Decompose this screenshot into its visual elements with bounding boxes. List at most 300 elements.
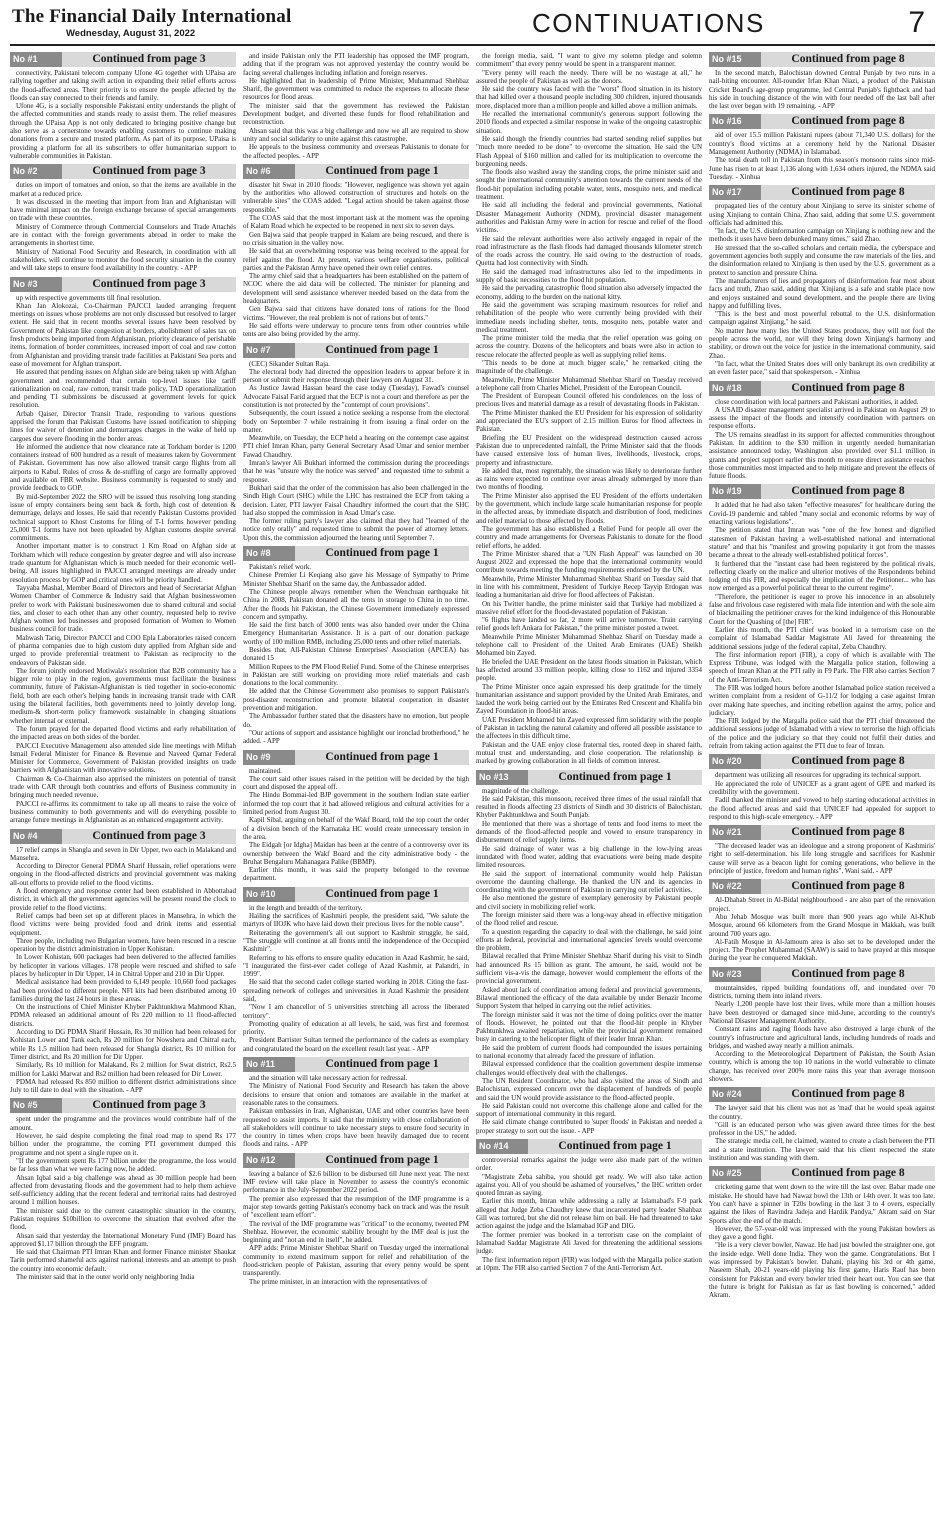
continuation-label: Continued from page 8 bbox=[761, 52, 935, 67]
continuation-number: No #8 bbox=[243, 546, 295, 561]
paragraph: The FIR lodged by the Margalla police said that the PTI chief threatened the additional sessions judge of Islamabad with a view to terrorise the high officials of the police and the judiciary so that they could not fulfil their duties and refrain from taking action against the PTI due to fear of Imran. bbox=[709, 717, 935, 751]
paragraph: "This needs to be done at much bigger scale," he remarked citing the magnitude of the challenge. bbox=[476, 358, 702, 376]
article-body bbox=[709, 771, 935, 821]
paragraph: The total death toll in Pakistan from this season's monsoon rains since mid-June has risen to at least 1,136 along with 1,634 others injured, the NDMA said Tuesday. - Xinhua bbox=[709, 156, 935, 181]
continuation-number: No #7 bbox=[243, 343, 295, 358]
continuation-number: No #18 bbox=[709, 381, 761, 396]
block-header bbox=[709, 1166, 935, 1181]
continuation-label: Continued from page 8 bbox=[761, 381, 935, 396]
paragraph: connectivity, Pakistani telecom company Ufone 4G together with UPaisa are rallying together and taking swift action in expanding their relief efforts across the flood-affected areas. Their priority is to ensure the people affected by the floods can stay connected to their friends and family. bbox=[10, 69, 236, 102]
continuation-label: Continued from page 3 bbox=[62, 829, 236, 844]
paragraph: To a question regarding the capacity to deal with the challenge, he said joint efforts at federal, provincial and international agencies' levels would overcome the problem. bbox=[476, 927, 702, 953]
paragraph: propagated lies of the century about Xinjiang to serve its sinister scheme of using Xinjiang to contain China, Zhao said, adding that some U.S. government officials had admitted this. bbox=[709, 202, 935, 227]
article-body bbox=[243, 563, 469, 746]
continuation-number: No #24 bbox=[709, 1087, 761, 1102]
paragraph: The President of European Council offered his condolences on the loss of precious lives and material damage as a result of devastating floods in Pakistan. bbox=[476, 392, 702, 409]
paragraph: duties on import of tomatoes and onion, so that the items are available in the market at a reduced price. bbox=[10, 181, 236, 198]
continuation-block bbox=[243, 343, 469, 543]
paragraph: Ahsan Iqbal said a big challenge was ahead as 30 million people had been affected from devastating floods and the government had to help them achieve self-sufficiency adding that the recent federal and territorial rains had destroyed around 1 million houses. bbox=[10, 1173, 236, 1207]
continuation-block bbox=[243, 546, 469, 746]
continuation-block bbox=[709, 754, 935, 821]
paragraph: (CEC) Sikander Sultan Raja. bbox=[249, 359, 330, 368]
paragraph: He assured that pending issues on Afghan side are being taken up with Afghan government and recommended that certain top-level issues like tariff rationalization on coal, raw cotton, transit trade policy, TAD operationalization and pending T1 submissions be discussed at government levels for quick resolution. bbox=[10, 368, 236, 410]
paragraph: "The deceased leader was an ideologue and a strong proponent of Kashmiris' right to self-determination. his life long struggle and sacrifices for Kashmir cause will serve as a beacon light for coming generations, who believe in the principle of justice, freedom and human rights", Wani said. - APP bbox=[709, 842, 935, 876]
paragraph: The electoral body had directed the opposition leaders to appear before it in person or submit their response through their lawyers on August 31. bbox=[243, 367, 469, 385]
continuation-label: Continued from page 8 bbox=[761, 1166, 935, 1181]
paragraph: and inside Pakistan only the PTI leadership has opposed the IMF program, adding that if the program was not approved yesterday the country would be facing several challenges including inflation and foreign reserves. bbox=[243, 52, 469, 77]
article-body bbox=[476, 52, 702, 766]
paragraph: He said the pervading catastrophic flood situation also adversely impacted the economy, adding to the burden on the national kitty. bbox=[476, 284, 702, 301]
continuation-block bbox=[476, 1139, 702, 1272]
paragraph: The premier also expressed that the resumption of the IMF programme is a major step towards getting Pakistan's economy back on track and was the result of "excellent team effort". bbox=[243, 1194, 469, 1220]
paragraph: The first information report (FIR) was lodged with the Margalla police station at 10pm. The FIR also carried Section 7 of the Anti-Terrorism Act. bbox=[476, 1255, 702, 1272]
paragraph: The petition stated that Imran was "one of the few honest and dignified statesmen of Pakistan having a well-established national and international stature" and that his "manifest and growing popularity it got from the masses became a threat to the already well-established political forces". bbox=[709, 526, 935, 560]
continuation-label: Continued from page 8 bbox=[761, 1087, 935, 1102]
paragraph: He said the country was faced with the "worst" flood situation in its history that had killed over a thousand people including 300 children, injured thousands more, displaced more than a million people and killed above a million animals. bbox=[476, 85, 702, 110]
paragraph: Bilawal recalled that Prime Minister Shehbaz Sharif during his visit to Sindh had announced Rs 15 billion as grant. The amount, he said, would not be sufficient vis-a-vis the damage, however would complement the efforts of the provincial government. bbox=[476, 952, 702, 986]
continuation-block bbox=[476, 52, 702, 766]
article-body bbox=[709, 842, 935, 875]
paragraph: Meanwhile Prime Minister Muhammad Shehbaz Sharif on Tuesday made a telephone call to President of the United Arab Emirates (UAE) Sheikh Mohamed bin Zayed. bbox=[476, 632, 702, 658]
paragraph: Ufone 4G, is a socially responsible Pakistani entity understands the plight of the affected communities and stands ready to assist them. The relief measures through the UPaisa App is not only dedicated to bringing positive change but also serve as a cornerstone towards enabling customers to continue making donations from a secure and trusted platform. As part of its purpose, UPaisa is providing a platform for all its subscribers to offer humanitarian support to vulnerable communities in Pakistan. bbox=[10, 102, 236, 160]
continuation-label: Continued from page 8 bbox=[761, 114, 935, 129]
continuation-number: No #25 bbox=[709, 1166, 761, 1181]
paragraph: The manufacturers of lies and propagators of disinformation fear most about facts and truth, Zhao said, adding that Xinjiang is a safe and stable place now and enjoys sustained and sound development, and the people there are living happy and fulfilling lives. bbox=[709, 276, 935, 310]
paragraph: controversial remarks against the judge were also made part of the written order. bbox=[476, 1156, 702, 1173]
paragraph: Ahsan said that yesterday the International Monetary Fund (IMF) Board has approved $1.17 billion through the EFF program. bbox=[10, 1231, 236, 1248]
continuation-number: No #12 bbox=[243, 1153, 295, 1168]
block-header bbox=[476, 1139, 702, 1154]
paragraph: He said Pakistan could not overcome this challenge alone and called for the support of international community in this regard. bbox=[476, 1101, 702, 1119]
paragraph: The Ministry of National Food Security and Research has taken the above decisions to ensure that onion and tomatoes are available in the market at reasonable rates to the consumers. bbox=[243, 1082, 469, 1107]
paragraph: in the length and breadth of the territory. bbox=[249, 903, 363, 912]
article-body bbox=[243, 52, 469, 160]
paragraph: "In fact, the U.S. disinformation campaign on Xinjiang is nothing new and the methods it uses have been debunked many times," said Zhao. bbox=[709, 227, 935, 244]
paragraph: magnitude of the challenge. bbox=[482, 786, 560, 795]
block-header bbox=[243, 164, 469, 179]
article-body bbox=[709, 398, 935, 481]
paragraph: He said that an overwhelming response was being received to the appeal for relief against the flood. At present, various welfare organisations, political parties and the Pakistan Army have opened their own relief centres. bbox=[243, 247, 469, 272]
continuation-block bbox=[709, 1087, 935, 1162]
paragraph: No matter how many lies the United States produces, they will not fool the people across the world, nor will they bring down Xinjiang's harmony and stability, or drown out the voice for justice in the international community, said Zhao. bbox=[709, 326, 935, 360]
continuation-label: Continued from page 1 bbox=[295, 164, 469, 179]
paragraph: "This is the best and most powerful rebuttal to the U.S. disinformation campaign against Xinjiang," he said. bbox=[709, 310, 935, 327]
continuation-number: No #5 bbox=[10, 1098, 62, 1113]
paragraph: "Magistrate Zeba sahiba, you should get ready. We will also take action against you. All of you should be ashamed of yourselves," the IHC written order quoted Imran as saying. bbox=[476, 1172, 702, 1198]
paragraph: He highlighted that in leadership of Prime Minister, Muhammad Shehbaz Sharif, the government was committed to reduce the expenses to allocate these resources for flood areas. bbox=[243, 76, 469, 102]
continuation-label: Continued from page 3 bbox=[62, 52, 236, 67]
paragraph: APP adds: Prime Minister Shehbaz Sharif on Tuesday urged the international community to extend maximum support for relief and rehabilitation of the flood-stricken people of Pakistan, assuring that every penny would be spent transparently. bbox=[243, 1244, 469, 1278]
paragraph: The UN Resident Coordinator, who had also visited the areas of Sindh and Balochistan, expressed concern over the displacement of hundreds of people and said the UN would provide assistance to the flood-affected people. bbox=[476, 1076, 702, 1102]
block-header bbox=[10, 164, 236, 179]
paragraph: "Now I am chancellor of 5 universities stretching all across the liberated territory". bbox=[243, 1003, 469, 1020]
continuation-block bbox=[243, 52, 469, 160]
block-header bbox=[709, 754, 935, 769]
continuation-label: Continued from page 8 bbox=[761, 754, 935, 769]
block-header bbox=[243, 1057, 469, 1072]
paragraph: Besides that, All-Pakistan Chinese Enterprises' Association (APCEA) has donated 15 bbox=[243, 646, 469, 663]
paragraph: The Hindu Bommai-led BJP government in the southern Indian state earlier informed the top court that it had allowed religious and cultural activities for a limited period from August 30. bbox=[243, 791, 469, 817]
continuation-label: Continued from page 1 bbox=[295, 546, 469, 561]
paragraph: It added that he had also taken "effective measures" for healthcare during the Covid-19 pandemic and tabled "many social and economic reforms by way of enacting various legislations". bbox=[709, 501, 935, 527]
article-body bbox=[709, 984, 935, 1084]
continuation-block bbox=[709, 879, 935, 962]
continuation-number: No #1 bbox=[10, 52, 62, 67]
paragraph: The FIR was lodged hours before another Islamabad police station received a written complaint from a resident of G-11/2 for lodging a case against Imran over making hate speeches, and inciting rebellion against the army, police and judiciary. bbox=[709, 684, 935, 717]
block-header bbox=[243, 343, 469, 358]
paragraph: Relief camps had been set up at different places in Mansehra, in which the flood victims were being provided food and drink items and essential equipment. bbox=[10, 911, 236, 937]
paragraph: In Lower Kohistan, 600 packages had been delivered to the affected families by helicopter in various villages. 178 people were rescued and shifted to safe places by helicopter in Dir Upper, 14 in Chitral Upper and 210 in Dir Upper. bbox=[10, 953, 236, 978]
continuation-label: Continued from page 8 bbox=[761, 185, 935, 200]
paragraph: "In fact, what the United States does will only bankrupt its own credibility at an even faster pace," said that spokesperson. - Xinhua bbox=[709, 359, 935, 377]
paragraph: He said the relevant authorities were also actively engaged in repair of the road infrastructure as the flash floods had damaged thousands kilometer stretch of the roads across the country. He said owing to the destruction of roads, Quetta had lost connectivity with Sindh. bbox=[476, 234, 702, 268]
paragraph: Tayyaba Mashal, Member Board of Directors and head of Secretariat Afghan Women Chamber of Commerce & Industry said that Afghan businesswomen prefer to work with Pakistani businesswomen due to shared cultural and social ties, and closer to each other than any other country, requested help to revive Afghan women led businesses and proposed formation of Women to Women business council for trade. bbox=[10, 583, 236, 634]
paragraph: He said Pakistan, this monsoon, received three times of the usual rainfall that resulted in floods affecting 23 districts of Sindh and 30 districts of Balochistan, Khyber Pakhtunkhwa and South Punjab. bbox=[476, 794, 702, 820]
article-body bbox=[476, 787, 702, 1135]
article-body bbox=[243, 360, 469, 543]
block-header bbox=[709, 825, 935, 840]
continuation-label: Continued from page 3 bbox=[62, 1098, 236, 1113]
paragraph: The army chief said that a headquarters has been established on the pattern of NCOC where the aid data will be collected. The minister for planning and development will send assistance wherever needed based on the data from the headquarters. bbox=[243, 272, 469, 306]
paragraph: Kapil Sibal, arguing on behalf of the Wakf Board, told the top court the order of a division bench of the Karnataka HC would create unnecessary tension in the area. bbox=[243, 816, 469, 841]
continuation-block bbox=[243, 887, 469, 1053]
continuation-block bbox=[709, 185, 935, 376]
paragraph: On his Twitter handle, the prime minister said that Turkiye had mobilized a massive relief effort for the flood-devastated population of Pakistan. bbox=[476, 599, 702, 616]
paragraph: According to Director General PDMA Sharif Hussain, relief operations were ongoing in the flood-affected districts and provincial government was making all-out efforts to provide relief to the flood victims. bbox=[10, 862, 236, 887]
block-header bbox=[243, 887, 469, 902]
article-body bbox=[243, 181, 469, 339]
paragraph: The court said other issues raised in the petition will be decided by the high court and disposed the appeal off. bbox=[243, 774, 469, 792]
paragraph: In the second match, Balochistan downed Central Punjab by two runs in a nail-biting encounter. All-rounder Irfan Khan Niazi, a product of the Pakistan Cricket Board's age-group programme, led Central Punjab's fightback and had his side in touching distance of the win with four needed off the last ball after the last over began with 19 remaining. - APP bbox=[709, 69, 935, 111]
article-body bbox=[243, 767, 469, 883]
continuation-number: No #11 bbox=[243, 1057, 295, 1072]
paragraph: Meanwhile, on Tuesday, the ECP held a hearing on the contempt case against PTI chief Imran Khan, party General Secretary Asad Umar and senior member Fawad Chaudhry. bbox=[243, 434, 469, 459]
paragraph: However, he said despite completing the final road map to spend Rs 177 billion under the programme, the coming PTI government dumped this programme and not spent a single rupee on it. bbox=[10, 1132, 236, 1157]
paragraph: A flood emergency and response center had been established in Abbottabad district, in which all the government agencies will be present round the clock to provide relief to the flood victims. bbox=[10, 887, 236, 912]
continuation-number: No #13 bbox=[476, 770, 528, 785]
issue-date: Wednesday, August 31, 2022 bbox=[66, 28, 196, 39]
masthead bbox=[12, 6, 933, 42]
paragraph: cricketing game that went down to the wire till the last over. Babar made one mistake. He should have had Nawaz bowl the 13th or 14th over. It was too late. You can't have a spinner in T20s bowling in the last 3 to 4 overs, especially against the likes of Ravindra Jadeja and Hardik Pandya," Akram said on Star Sports after the end of the match. bbox=[709, 1183, 935, 1225]
article-body bbox=[709, 896, 935, 962]
paragraph: Al-Fatih Mosque in Al-Jamoum area is also set to be developed under the project. The Prophet Muhammad (SAAW) is said to have prayed at this mosque during the year he conquered Makkah. bbox=[709, 937, 935, 963]
continuation-block bbox=[243, 750, 469, 883]
paragraph: He informed the audience that now clearance rate at Torkham border is 1200 containers instead of 600 hundred as a result of measures taken by Government of Pakistan. Government has now also allowed transit cargo flights from all airports to Kabul. Rules of cross & de-stuffing of cargo are formally approved and available on FBR website. Business community is requested to study and provide feedback to GOP. bbox=[10, 442, 236, 493]
continuation-label: Continued from page 8 bbox=[761, 484, 935, 499]
paragraph: UAE President Mohamed bin Zayed expressed firm solidarity with the people of Pakistan in tackling the natural calamity and offered all possible assistance to the affectees in this difficult time. bbox=[476, 715, 702, 741]
continuation-number: No #15 bbox=[709, 52, 761, 67]
continuation-number: No #22 bbox=[709, 879, 761, 894]
continuation-number: No #20 bbox=[709, 754, 761, 769]
continuation-number: No #6 bbox=[243, 164, 295, 179]
paragraph: He appreciated the role of UNICEF as a grant agent of GPE and marked its credibility with the government. bbox=[709, 779, 935, 796]
article-body bbox=[10, 846, 236, 1095]
paragraph: The COAS said that the most important task at the moment was the opening of Kalam Road which he expected to be reopened in next six to seven days. bbox=[243, 214, 469, 231]
paragraph: On the instructions of Chief Minister Khyber Pakhtunkhwa Mahmood Khan, PDMA released an additional amount of Rs 220 million to 11 flood-affected districts. bbox=[10, 1003, 236, 1028]
paragraph: President Barrister Sultan termed the performance of the cadets as exemplary and congratulated the board on the excellent result last year. - APP bbox=[243, 1036, 469, 1053]
paragraph: The Prime Minister shared that a "UN Flash Appeal" was launched on 30 August 2022 and expressed the hope that the international community would contribute towards meeting the funding requirements endorsed by the UN. bbox=[476, 549, 702, 575]
article-body bbox=[709, 131, 935, 181]
paragraph: up with respective governments till final resolution. bbox=[16, 293, 161, 302]
paragraph: He briefed the UAE President on the latest floods situation in Pakistan, which has affected around 33 million people, killing close to 1162 and injured 3354 people. bbox=[476, 657, 702, 683]
article-body bbox=[10, 69, 236, 160]
paragraph: Briefing the EU President on the widespread destruction caused across Pakistan due to unprecedented rainfall, the Prime Minister said that the floods have caused extensive loss of human lives, livelihoods, livestock, crops, property and infrastructure. bbox=[476, 433, 702, 467]
paragraph: spent under the programme and the provinces would contribute half of the amount. bbox=[10, 1115, 236, 1132]
paragraph: It furthered that the "instant case had been registered by the political rivals, reflecting clearly on the malice and ulterior motives of the Respondents behind lodging of this FIR, and especially the implication of the Petitioner... who has now emerged as a powerful political threat to the current regime". bbox=[709, 559, 935, 593]
paragraph: The foreign minister said it was not the time of doing politics over the matter of floods. However, he pointed out that the flood-hit people in Khyber Pakhtunkhwa awaited repatriation, while the provincial government remained busy in catering to the helicopter flight of their leader Imran Khan. bbox=[476, 1010, 702, 1044]
paragraph: He also mentioned the gesture of exemplary generosity by Pakistani people and civil society in mobilizing relief work. bbox=[476, 894, 702, 911]
paragraph: Meanwhile, Prime Minister Muhammad Shehbaz Sharif on Tuesday said that in line with his commitment, President of Turkiye Recep Tayyip Erdogan was leading a humanitarian aid drive for flood affectees of Pakistan. bbox=[476, 574, 702, 600]
paragraph: The US remains steadfast in its support for affected communities throughout Pakistan. In addition to the $30 million in urgently needed humanitarian assistance announced today, Washington also provided over $1.1 million in grants and project support earlier this month to ensure direct assistance reaches those communities most impacted and to help mitigate and prevent the effects of future floods. bbox=[709, 430, 935, 481]
paragraph: He said the damaged road infrastructures also led to the impediments in supply of basic necessities to the flood hit population. bbox=[476, 267, 702, 285]
paragraph: The Ambassador further stated that the disasters have no emotion, but people do. bbox=[243, 712, 469, 729]
paragraph: Similarly, Rs 10 million for Malakand, Rs 2 million for Swat district, Rs2.5 million for Lakki Marwat and Rs2 million had been released for Dir Lower. bbox=[10, 1061, 236, 1078]
continuation-block bbox=[243, 164, 469, 339]
paragraph: Hailing the sacrifices of Kashmiri people, the president said, "We salute the martyrs of IIOJK who have laid down their precious lives for the noble cause". bbox=[243, 912, 469, 929]
paragraph: The former premier was booked in a terrorism case on the complaint of Islamabad Saddar Magistrate Ali Javed for threatening the additional sessions judge. bbox=[476, 1230, 702, 1256]
continuation-number: No #10 bbox=[243, 887, 295, 902]
paragraph: the foreign media, said, "I want to give my solemn pledge and solemn commitment" that every penny would be spent in a transparent manner. bbox=[476, 52, 702, 69]
paragraph: He said efforts were underway to procure tents from other countries while tents are also being provided by the army. bbox=[243, 321, 469, 339]
paragraph: Khan Jan Alokozai, Co-Chairman PAJCCI lauded arranging frequent meetings on issues whose problems are not only discussed but resolved to larger extent. He said that in recent months several issues have been resolved by Government of Pakistan like congestion at borders, abolishment of sales tax on fresh products being imported from Afghanistan, priority clearance of perishable items, formation of border committees, increased import of coal and raw cotton from Afghanistan and providing transit trade facilities at Pakistani Sea ports and ease of movement for Afghan transport. bbox=[10, 301, 236, 368]
paragraph: Arbab Qaiser, Director Transit Trade, responding to various questions apprised the forum that Pakistan Customs have issued notification to shipping lines for waiver of detention and demurrages charges in the wake of held up cargoes due severe flooding in the border areas. bbox=[10, 409, 236, 443]
paragraph: Imran's lawyer Ali Bukhari informed the commission during the proceedings that he was "unsure why the notice was served" and requested time to submit a response. bbox=[243, 459, 469, 484]
paragraph: "If the government spent Rs 177 billion under the programme, the loss would be far less than what we were facing now, he added. bbox=[10, 1156, 236, 1174]
continuation-number: No #16 bbox=[709, 114, 761, 129]
paragraph: Bukhari said that the order of the commission has also been challenged in the Sindh High Court (SHC) while the LHC has restrained the ECP from taking a decision. Later, PTI lawyer Faisal Chaudhry informed the court that the SHC had also stopped the commission in Asad Umar's case. bbox=[243, 483, 469, 517]
paragraph: Reiterating the government's all out support to Kashmir struggle, he said, "The struggle will continue at all fronts until the independence of the Occupied Kashmir". bbox=[243, 928, 469, 954]
paragraph: "He is a very clever bowler, Nawaz. He had just bowled the straighter one, got the inside edge. Well done India. They won the game. Congratulations. But I was impressed by Pakistan's bowler. Dahani, playing his 3rd or 4th game, Naseem Shah, 20-21 years-old playing his first game, Haris Rauf has been consistent for Pakistan and every bowler tried their heart out. You can see that the future is bright for Pakistan as far as fast bowling is concerned," added Akram. bbox=[709, 1241, 935, 1300]
continuation-label: Continued from page 1 bbox=[295, 1153, 469, 1168]
paragraph: The Chinese people always remember when the Wenchuan earthquake hit China in 2008, Pakistan donated all the tents in storage to China in no time. After the floods hit Pakistan, the Chinese Government immediately expressed concern and sympathy. bbox=[243, 587, 469, 621]
paragraph: He said the first batch of 3000 tents was also handed over under the China Emergency Humanitarian Assistance. It is a part of our donation package worthy of 100 million RMB, including 25,000 tents and other relief materials. bbox=[243, 621, 469, 646]
continuation-label: Continued from page 1 bbox=[295, 750, 469, 765]
continuation-number: No #17 bbox=[709, 185, 761, 200]
paragraph: The Prime Minister once again expressed his deep gratitude for the timely humanitarian assistance and support provided by the United Arab Emirates, and lauded the work being carried out by the Emirates Red Crescent and Khalifa bin Zayed Foundation in flood-hit areas. bbox=[476, 682, 702, 716]
paragraph: mountainsides, ripped building foundations off, and inundated over 70 districts, turning them into inland rivers. bbox=[709, 983, 935, 1001]
paragraph: He said all including the federal and provincial governments, National Disaster Management Authority (NDM), provincial disaster management authorities and Pakistan Army were in action for rescue and relief of the flood victims. bbox=[476, 201, 702, 235]
continuation-block bbox=[10, 829, 236, 1095]
paragraph: The prime minister told the media that the relief operation was going on across the country. Dozens of the helicopters and boats were also in action to rescue relocate the affected people as well as supplying relief items. bbox=[476, 334, 702, 359]
paragraph: "Every penny will reach the needy. There will be no wastage at all," he assured the people of Pakistan as well as the donors. bbox=[476, 68, 702, 85]
newspaper-name: The Financial Daily International bbox=[12, 6, 292, 27]
article-body bbox=[709, 202, 935, 376]
paragraph: The minister said that the government has reviewed the Pakistan Development budget, and diverted these funds for flood rehabilitation and reconstruction. bbox=[243, 101, 469, 127]
paragraph: He added that, most regrettably, the situation was likely to deteriorate further as rains were expected to continue over areas already submerged by more than two months of flooding. bbox=[476, 466, 702, 492]
paragraph: Million Rupees to the PM Flood Relief Fund. Some of the Chinese enterprises in Pakistan are still working on providing more relief materials and cash donations to the local community. bbox=[243, 662, 469, 688]
article-body bbox=[709, 501, 935, 750]
paragraph: The prime minister, in an interaction with the representatives of bbox=[249, 1277, 428, 1286]
continuation-label: Continued from page 8 bbox=[761, 967, 935, 982]
paragraph: He recalled the international community's generous support following the 2010 floods and expected a similar response in wake of the ongoing catastrophic situation. bbox=[476, 110, 702, 135]
continuation-number: No #4 bbox=[10, 829, 62, 844]
continuation-block bbox=[709, 52, 935, 110]
paragraph: He said that Chairman PTI Imran Khan and former Finance minister Shaukat Tarin performed shameful acts against national interests and an attempt to push the country into economic default. bbox=[10, 1248, 236, 1273]
block-header bbox=[709, 185, 935, 200]
continuation-number: No #3 bbox=[10, 277, 62, 292]
masthead-rule bbox=[10, 44, 935, 46]
column-1 bbox=[10, 52, 236, 1524]
paragraph: He stressed that the so-called scholars and certain media, the cyberspace and government agencies both supply and consume the raw materials of the lies, and the disinformation related to Xinjiang is then used by the U.S. government as a pretext to sanction and pressure China. bbox=[709, 243, 935, 277]
paragraph: He mentioned that there was a shortage of tents and food items to meet the demands of the flood-affected people and vowed to ensure transparency in disbursement of relief supply items. bbox=[476, 819, 702, 845]
continuation-block bbox=[476, 770, 702, 1135]
continuation-number: No #21 bbox=[709, 825, 761, 840]
paragraph: Ahsan said that this was a big challenge and now we all are required to show unity and social solidarity to unite against this catastrophe. bbox=[243, 126, 469, 143]
article-body bbox=[10, 181, 236, 272]
block-header bbox=[709, 879, 935, 894]
column-2 bbox=[243, 52, 469, 1524]
paragraph: The government has also established a Relief Fund for people all over the country and made arrangements for Overseas Pakistanis to donate for the flood relief efforts, he added. bbox=[476, 524, 702, 550]
continuation-number: No #23 bbox=[709, 967, 761, 982]
paragraph: The forum prayed for the departed flood victims and early rehabilitation of the impacted areas on both sides of the border. bbox=[10, 724, 236, 742]
paragraph: The revival of the IMF programme was "critical" to the economy, tweeted PM Shehbaz. However, the economic stability brought by the IMF deal is just the beginning and "not an end in itself", he added. bbox=[243, 1219, 469, 1245]
paragraph: The minister said due to the current catastrophic situation in the country, Pakistan requires $10billion to overcome the situation that evolved after the flood. bbox=[10, 1206, 236, 1232]
continuation-label: Continued from page 3 bbox=[62, 164, 236, 179]
paragraph: Another important matter is to construct 1 Km Road on Afghan side at Torkham which will reduce congestion by greater degree and will also increase trade quantum for Afghanistan which is much needed for their economic well-being. All issues highlighted in PAJCCI arranged meetings are already under resolution process by GOP and critical ones will be priority handled. bbox=[10, 542, 236, 584]
block-header bbox=[709, 484, 935, 499]
continuation-label: Continued from page 1 bbox=[295, 343, 469, 358]
continuation-label: Continued from page 8 bbox=[761, 879, 935, 894]
continuation-block bbox=[709, 1166, 935, 1299]
block-header bbox=[709, 967, 935, 982]
paragraph: He said the problem of current floods had compounded the issues pertaining to national economy that already faced the pressure of inflation. bbox=[476, 1043, 702, 1061]
paragraph: Chinese Premier Li Keqiang also gave his Message of Sympathy to Prime Minister Shehbaz Sharif on the same day, the Ambassador added. bbox=[243, 571, 469, 588]
paragraph: Al-Dhahab Street in Al-Bidal neighbourhood - are also part of the renovation project. bbox=[709, 896, 935, 913]
continuation-label: Continued from page 1 bbox=[528, 1139, 702, 1154]
continuation-block bbox=[709, 484, 935, 750]
paragraph: Pakistan embassies in Iran, Afghanistan, UAE and other countries have been requested to assist imports. It said that the ministry with close collaboration of all stakeholders will continue to take necessary steps to ensure food security in the country in times when crops have been heavily damaged due to recent floods and rains. - APP bbox=[243, 1107, 469, 1149]
paragraph: He said though the friendly countries had started sending relief supplies but "much more needed to be done" to overcome the situation. He said the UN Flash Appeal of $160 million and called for its multiplication to overcome the burgeoning needs. bbox=[476, 134, 702, 168]
paragraph: Earlier this month, Imran while addressing a rally at Islamabad's F-9 park alleged that Judge Zeba Chaudhry knew that incarcerated party leader Shahbaz Gill was tortured, but she did not release him on bail. He had threatened to take action against the judge and the Islamabad IGP and DIG. bbox=[476, 1197, 702, 1231]
article-body bbox=[243, 904, 469, 1053]
block-header bbox=[10, 829, 236, 844]
paragraph: PAJCCI re-affirms its commitment to take up all means to raise the voice of business community to both governments and will do everything possible to arrange future meetings in Afghanistan as an enhanced engagement activity. bbox=[10, 799, 236, 825]
continuation-block bbox=[709, 967, 935, 1084]
paragraph: PDMA had released Rs 850 million to different district administrations since July to till date to deal with the situation. - APP bbox=[10, 1077, 236, 1095]
article-body bbox=[709, 1183, 935, 1299]
continuation-label: Continued from page 3 bbox=[62, 277, 236, 292]
paragraph: Ministry of Commerce through Commercial Counselors and Trade Attachés are in contact with the foreign governments abroad in order to make the arrangements in shortest time. bbox=[10, 222, 236, 248]
paragraph: disaster hit Swat in 2010 floods: "However, negligence was shown yet again by the authorities who allowed construction of structures and hotels on the vulnerable sites" the COAS added. "Legal action should be taken against those responsible." bbox=[243, 180, 469, 214]
continuation-block bbox=[709, 825, 935, 875]
paragraph: Three people, including two Bulgarian women, have been rescued in a rescue operation by the district administration in Upper Kohistan. bbox=[10, 936, 236, 954]
paragraph: The floods also washed away the standing crops, the prime minister said and sought the international community's attention towards the current needs of the flood-hit population including potable water, tents, mosquito nets, and medical treatment. bbox=[476, 168, 702, 202]
paragraph: The Eidgah [or Idgha] Maidan has been at the centre of a controversy over its ownership between the Wakf Board and the city administrative body - the Bruhat Bengaluru Mahanagara Palike (BBMP). bbox=[243, 841, 469, 866]
continuation-label: Continued from page 1 bbox=[295, 887, 469, 902]
paragraph: The Prime Minister also apprised the EU President of the efforts undertaken by the government, which include large scale humanitarian response for people in the affected areas, by immediate dispatch and distribution of food, medicines and relief material to those affected by floods. bbox=[476, 491, 702, 525]
continuation-block bbox=[10, 277, 236, 825]
paragraph: He appeals to the business community and overseas Pakistanis to donate for the affected peoples. - APP bbox=[243, 143, 469, 160]
paragraph: "Therefore, the petitioner is eager to prove his innocence in an absolutely false and frivolous case registered with mala fide intention and with the sole aim of blackmailing the petitioner craves for the kind indulgence of this Honourable Court for the Quashing of [the] FIR". bbox=[709, 592, 935, 626]
paragraph: "6 flights have landed so far, 2 more will arrive tomorrow. Train carrying relief goods left Ankara for Pakistan," the prime minister posted a tweet. bbox=[476, 616, 702, 633]
continuation-label: Continued from page 1 bbox=[528, 770, 702, 785]
paragraph: He added that the Chinese Government also promises to support Pakistan's post-disaster reconstruction and promote bilateral cooperation in disaster prevention and mitigation. bbox=[243, 687, 469, 713]
paragraph: Gen Bajwa said that people trapped in Kalam are being rescued, and there is no crisis situation in the valley now. bbox=[243, 230, 469, 247]
paragraph: "Gill is an educated person who was given award three times for the best professor in the US," he added. bbox=[709, 1120, 935, 1138]
paragraph: Referring to his efforts to ensure quality education in Azad Kashmir, he said, "I inaugurated the first-ever cadet college of Azad Kashmir, at Palandri, in 1999". bbox=[243, 953, 469, 979]
paragraph: Gen Bajwa said that citizens have donated tons of rations for the flood victims. "However, the real problem is not of rations but of tents." bbox=[243, 305, 469, 322]
continuation-block bbox=[10, 52, 236, 160]
block-header bbox=[243, 546, 469, 561]
paragraph: Earlier this month, it was said the property belonged to the revenue department. bbox=[243, 866, 469, 883]
paragraph: The foreign minister said there was a long-way ahead in effective mitigation of the flood relief and rescue. bbox=[476, 910, 702, 928]
paragraph: The Prime Minister thanked the EU President for his expression of solidarity and appreciated the EU's support of 2.15 million Euros for flood affectees in Pakistan. bbox=[476, 408, 702, 434]
paragraph: Fadil thanked the minister and vowed to help starting educational activities in the flood affected areas and said that UNICEF had appealed for support to respond to this high-scale emergency. - APP bbox=[709, 796, 935, 821]
paragraph: 17 relief camps in Shangla and seven in Dir Upper, two each in Malakand and Mansehra. bbox=[10, 845, 236, 862]
paragraph: Constant rains and raging floods have also destroyed a large chunk of the country's infrastructure and agricultural lands, including hundreds of roads and bridges, and washed away nearly a million animals. bbox=[709, 1025, 935, 1050]
paragraph: He said the support of international community would help Pakistan overcome the daunting challenge. He thanked the UN and its agencies in coordinating with the government of Pakistan in carrying out relief activities. bbox=[476, 869, 702, 895]
paragraph: However, the 57-year-old was impressed with the young Pakistan bowlers as they gave a good fight. bbox=[709, 1224, 935, 1242]
paragraph: maintained. bbox=[249, 766, 282, 775]
paragraph: Meanwhile, Prime Minister Muhammad Shehbaz Sharif on Tuesday received a telephone call from Charles Michel, President of the European Council. bbox=[476, 375, 702, 392]
paragraph: The lawyer said that his client was not as 'mad' that he would speak against the country. bbox=[709, 1104, 935, 1121]
continuation-label: Continued from page 8 bbox=[761, 825, 935, 840]
paragraph: leaving a balance of $2.6 billion to be disbursed till June next year. The next IMF review will take place in November to assess the country's economic performance in the July-September 2022 period. bbox=[243, 1169, 469, 1195]
block-header bbox=[10, 52, 236, 67]
paragraph: The forum jointly endorsed Motiwala's resolution that B2B community has a bigger role to play in the region, governments must facilitate the business community, future of Pakistan-Afghanistan is tied together in socio-economic field, both are each other's helping hands in increasing transit trade with CAR using the bilateral facilities, both governments need to jointly develop long, medium-& short-term policy framework sustainable in changing situations whether internal or external. bbox=[10, 666, 236, 725]
section-title: CONTINUATIONS bbox=[532, 8, 765, 38]
block-header bbox=[10, 277, 236, 292]
block-header bbox=[10, 1098, 236, 1113]
block-header bbox=[709, 1087, 935, 1102]
paragraph: Promoting quality of education at all levels, he said, was first and foremost priority. bbox=[243, 1019, 469, 1037]
continuation-block bbox=[709, 114, 935, 181]
column-4 bbox=[709, 52, 935, 1524]
continuation-block bbox=[10, 164, 236, 272]
paragraph: Nearly 1,200 people have lost their lives, while more than a million houses have been destroyed or damaged since mid-June, according to the country's National Disaster Management Authority. bbox=[709, 1000, 935, 1025]
continuation-block bbox=[243, 1057, 469, 1149]
block-header bbox=[243, 1153, 469, 1168]
article-body bbox=[10, 294, 236, 825]
article-body bbox=[243, 1074, 469, 1149]
paragraph: "Our actions of support and assistance highlight our ironclad brotherhood," he added. - APP bbox=[243, 728, 469, 746]
paragraph: The first information report (FIR), a copy of which is available with The Express Tribune, was lodged with the Margalla police station, following a speech of Imran Khan at the PTI rally in F9 Park. The FIR also carries Section 7 of the Anti-Terrorism Act. bbox=[709, 650, 935, 684]
paragraph: close coordination with local partners and Pakistani authorities, it added. bbox=[715, 397, 919, 406]
article-body bbox=[243, 1170, 469, 1286]
article-body bbox=[709, 69, 935, 110]
column-3 bbox=[476, 52, 702, 1524]
continuation-number: No #2 bbox=[10, 164, 62, 179]
paragraph: Asked about lack of coordination among federal and provincial governments, Bilawal mentioned the efficacy of the data available by under Benazir Income Support System that helped in carrying out the relief activities. bbox=[476, 985, 702, 1011]
paragraph: aid of over 15.5 million Pakistani rupees (about 71,340 U.S. dollars) for the country's flood victims at a ceremony held by the National Disaster Management Authority (NDMA) in Islamabad. bbox=[709, 131, 935, 157]
paragraph: He said the government was scraping maximum resources for relief and rehabilitation of the people who were currently being provided with their immediate needs including shelter, tents, mosquito nets, potable water and medical treatment. bbox=[476, 300, 702, 334]
paragraph: PAJCCI Executive Management also attended side line meetings with Miftah Ismail Federal Minister for Finance & Revenue and Naveed Qamar Federal Minister for Commerce, Government of Pakistan provided insights on trade barriers with Afghanistan with innovative solutions. bbox=[10, 741, 236, 775]
paragraph: Ministry of National Food Security and Research, in coordination with all stakeholders, will continue to monitor the food security situation in the country and will take steps to ensure food availability in the country. - APP bbox=[10, 247, 236, 273]
block-header bbox=[709, 52, 935, 67]
block-header bbox=[709, 381, 935, 396]
block-header bbox=[709, 114, 935, 129]
article-columns bbox=[10, 52, 935, 1524]
continuation-label: Continued from page 1 bbox=[295, 1057, 469, 1072]
paragraph: A USAID disaster management specialist arrived in Pakistan on August 29 to assess the impact of the floods and intensify coordination with partners on response efforts. bbox=[709, 405, 935, 431]
continuation-block bbox=[243, 1153, 469, 1286]
paragraph: Chairman & Co-Chairman also apprised the ministers on potential of transit trade with CAR through both countries and efforts of Business community in bringing much needed revenue. bbox=[10, 774, 236, 800]
continuation-number: No #14 bbox=[476, 1139, 528, 1154]
paragraph: He said climate change contributed to 'super floods' in Pakistan and needed a proper strategy to sort out the issue. - APP bbox=[476, 1118, 702, 1135]
page-number: 7 bbox=[908, 6, 925, 39]
continuation-block bbox=[709, 381, 935, 481]
paragraph: Earlier this month, the PTI chief was booked in a terrorism case on the complaint of Islamabad Saddar Magistrate Ali Javed for threatening the additional sessions judge of the federal capital, Zeba Chaudhry. bbox=[709, 625, 935, 651]
paragraph: The former ruling party's lawyer also claimed that they had "learned of the notice only orally" and requested time to submit the power of attorney letters. Upon this, the commission adjourned the hearing until September 7. bbox=[243, 517, 469, 542]
paragraph: As Justice Jawad Hassan heard the case today (Tuesday), Fawad's counsel Advocate Faisal Farid argued that the ECP is not a court and therefore as per the constitution is not protected by the "contempt of court provisions". bbox=[243, 384, 469, 409]
paragraph: According to the Meteorological Department of Pakistan, the South Asian country, which is among the top 10 nations in the world vulnerable to climate change, has received over 200% more rains this year than average monsoon showers. bbox=[709, 1050, 935, 1083]
paragraph: The minister said that in the outer world only neighboring India bbox=[16, 1273, 195, 1282]
paragraph: According to DG PDMA Sharif Hussain, Rs 30 million had been released for Kohistan Lower and Tank each, Rs 20 million for Nowshera and Chitral each, while Rs 1.5 million had been released for Shangla district, Rs 10 million for Timer district, and Rs 20 million for Dir Upper. bbox=[10, 1028, 236, 1061]
paragraph: It was discussed in the meeting that import from Iran and Afghanistan will have minimal impact on the foreign exchange because of special arrangements on trade with these countries. bbox=[10, 197, 236, 223]
paragraph: He said that the second cadet college started working in 2018. Citing the fast-spreading network of colleges and universities in Azad Kashmir the president said, bbox=[243, 978, 469, 1003]
paragraph: Bilawal expressed confidence that the coalition government despite immense challenges would effectively deal with the challenges. bbox=[476, 1060, 702, 1077]
article-body bbox=[10, 1115, 236, 1281]
